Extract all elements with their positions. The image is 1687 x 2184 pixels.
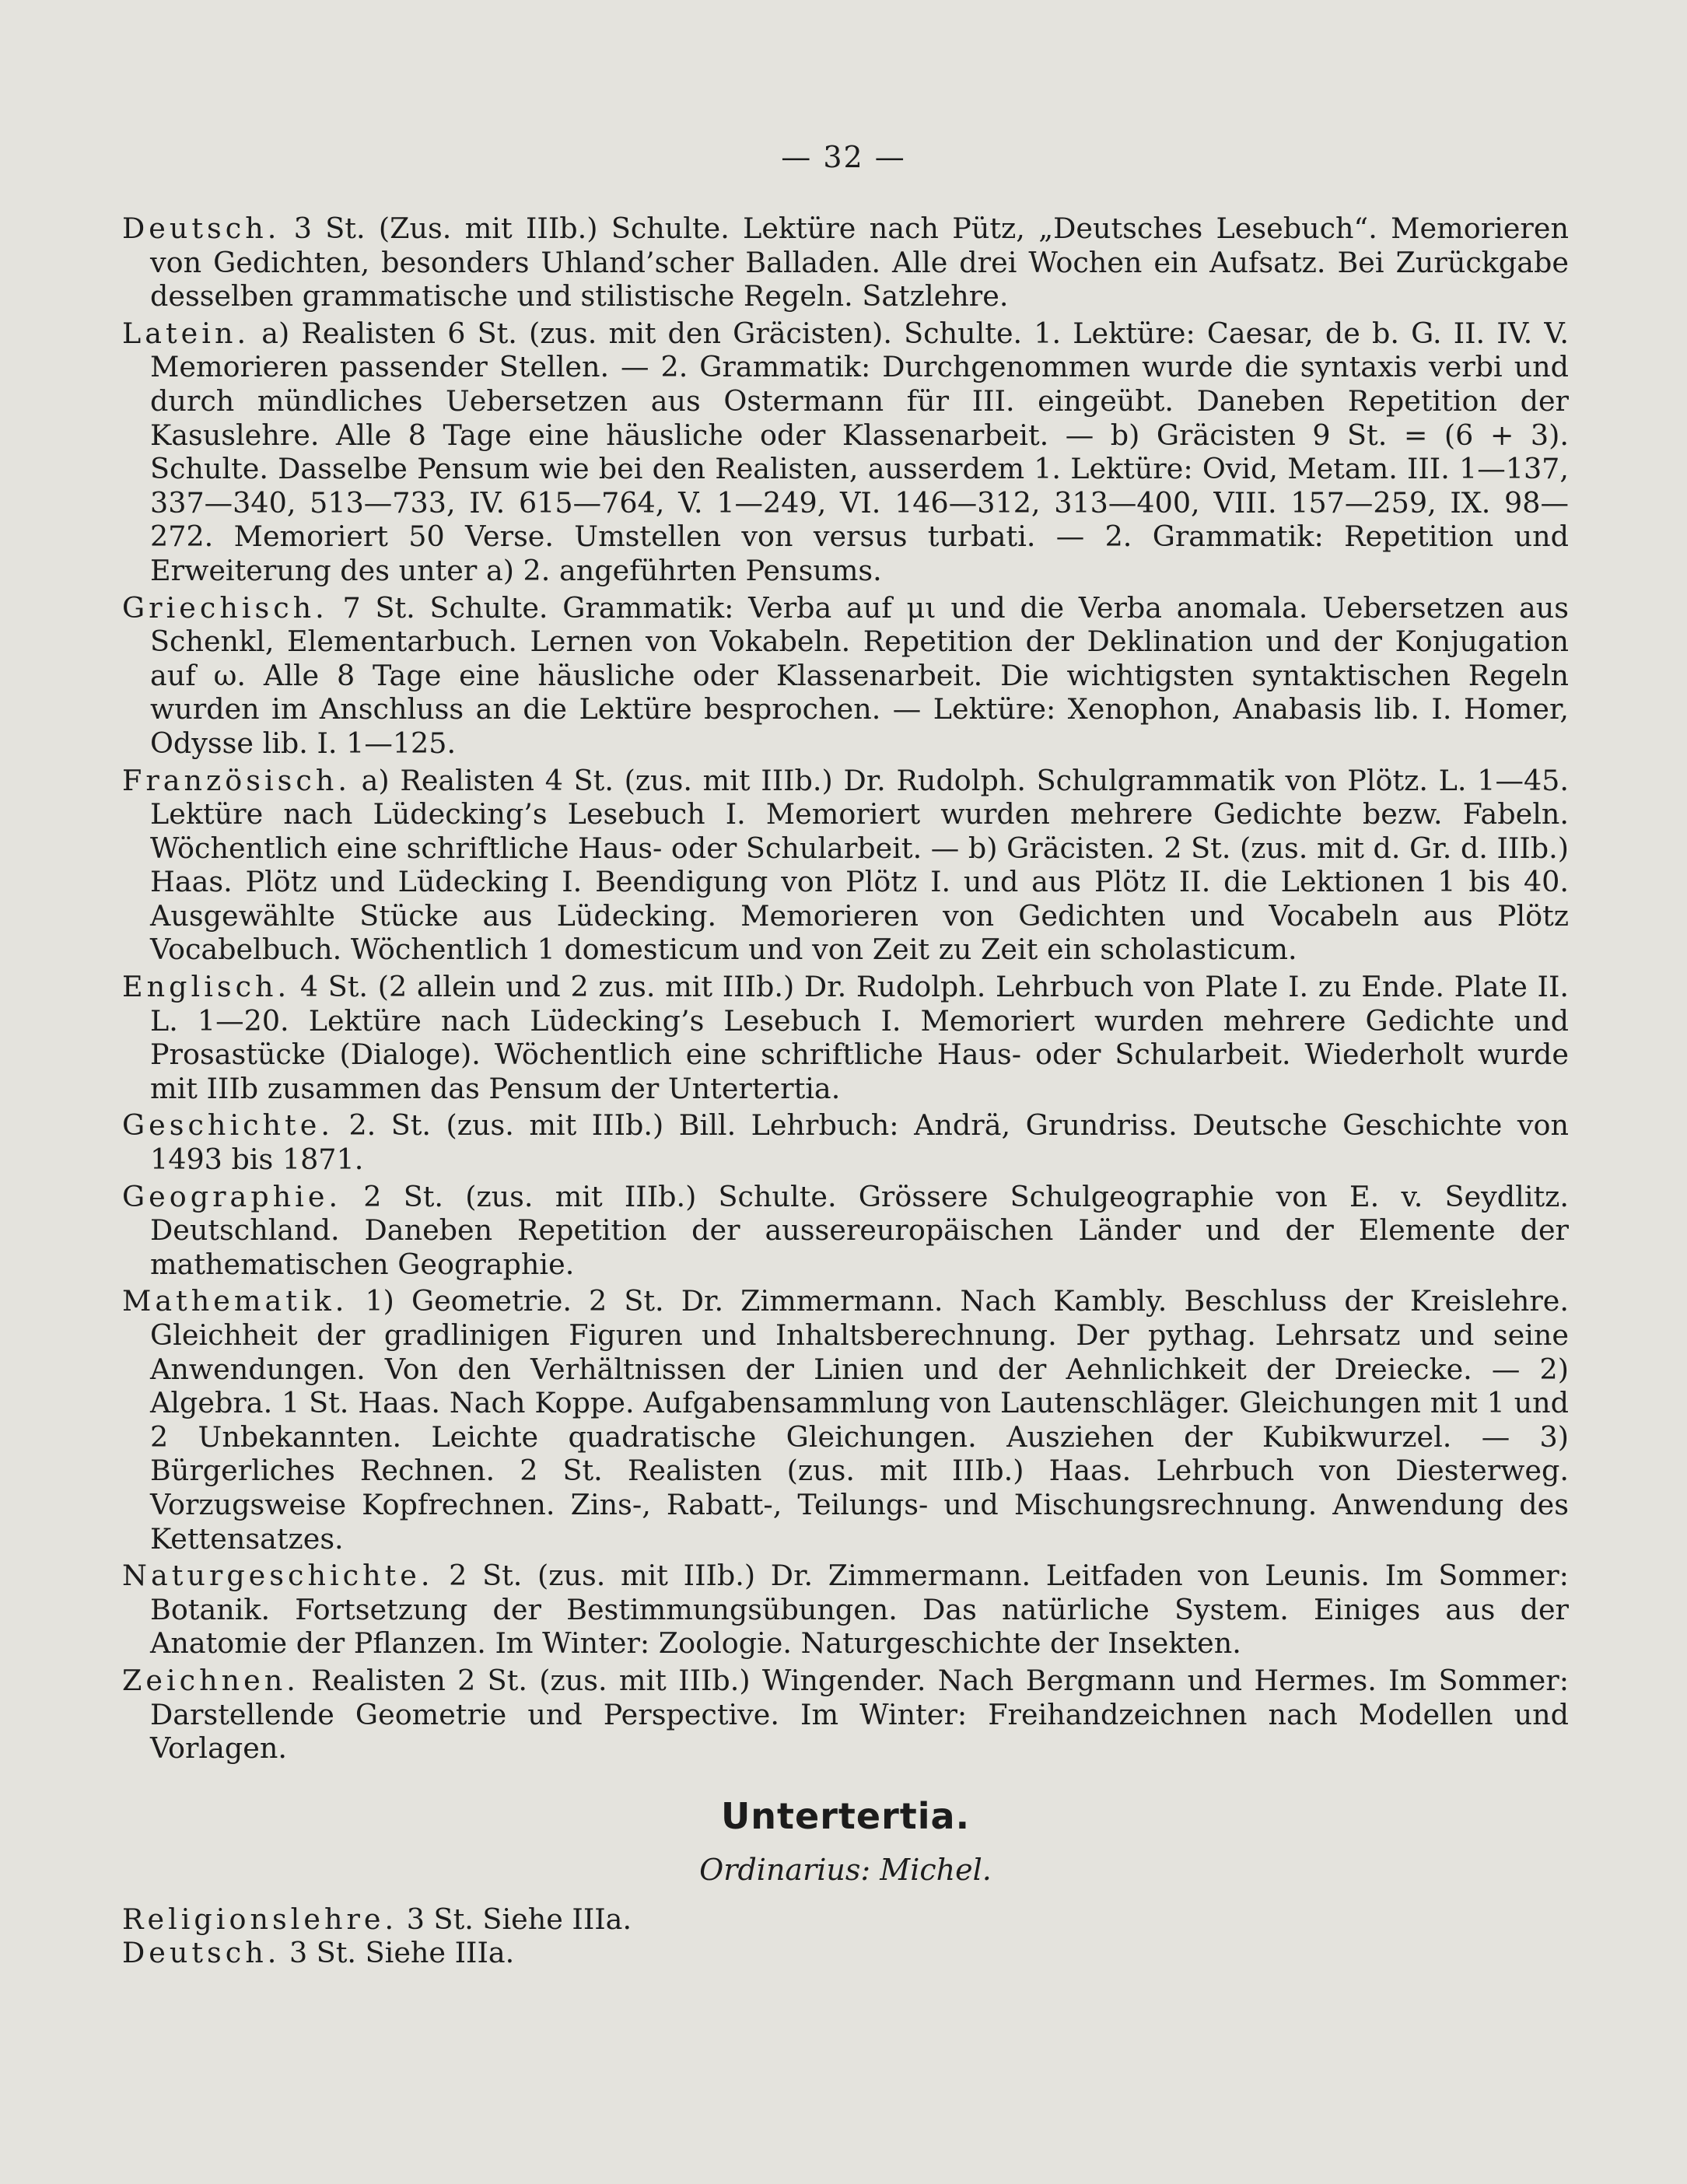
entry-geschichte (122, 1108, 1569, 1176)
subject-heading: Geographie. (122, 1179, 342, 1213)
subject-heading: Englisch. (122, 970, 291, 1004)
entry-text: Realisten 2 St. (zus. mit IIIb.) Wingender. Nach Bergmann und Hermes. Im Sommer: Darstellende Geometrie und Perspective. Im Winter: Freihandzeichnen nach Modellen und Vorlagen. (150, 1663, 1569, 1766)
subject-heading: Geschichte. (122, 1108, 334, 1143)
ordinarius-label: Ordinarius: (699, 1852, 871, 1887)
ordinarius-name: Michel. (880, 1852, 992, 1887)
subject-heading: Latein. (122, 316, 250, 350)
entry-text: 1) Geometrie. 2 St. Dr. Zimmermann. Nach Kambly. Beschluss der Kreislehre. Gleichheit der gradlinigen Figuren und Inhaltsberechnung. Der pythag. Lehrsatz und seine Anwendungen. Von den Verhältnissen der Linien und der Aehnlichkeit der Dreiecke. — 2) Algebra. 1 St. Haas. Nach Koppe. Aufgabensammlung von Lautenschläger. Gleichungen mit 1 und 2 Unbekannten. Leichte quadratische Gleichungen. Ausziehen der Kubikwurzel. — 3) Bürgerliches Rechnen. 2 St. Realisten (zus. mit IIIb.) Haas. Lehrbuch von Diesterweg. Vorzugsweise Kopfrechnen. Zins-, Rabatt-, Teilungs- und Mischungsrechnung. Anwendung des Kettensatzes. (150, 1284, 1569, 1556)
entry-text: 4 St. (2 allein und 2 zus. mit IIIb.) Dr. Rudolph. Lehrbuch von Plate I. zu Ende. Plate II. L. 1—20. Lektüre nach Lüdecking’s Lesebuch I. Memoriert wurden mehrere Gedichte und Prosastücke (Dialoge). Wöchentlich eine schriftliche Haus- oder Schularbeit. Wiederholt wurde mit IIIb zusammen das Pensum der Untertertia. (150, 970, 1569, 1105)
entry-englisch (122, 970, 1569, 1105)
entry-text: 2 St. (zus. mit IIIb.) Schulte. Grössere Schulgeographie von E. v. Seydlitz. Deutschland. Daneben Repetition der aussereuropäischen Länder und der Elemente der mathematischen Geographie. (150, 1179, 1569, 1281)
entry-zeichnen (122, 1664, 1569, 1766)
entry-mathematik (122, 1284, 1569, 1556)
subject-heading: Deutsch. (122, 1936, 281, 1970)
short-entries (122, 1902, 1569, 1970)
entry-deutsch-untertertia (122, 1936, 1569, 1970)
page-number: — 32 — (781, 140, 906, 174)
entry-geographie (122, 1180, 1569, 1282)
entry-franzoesisch (122, 764, 1569, 968)
page-content (122, 212, 1569, 1970)
entry-deutsch (122, 212, 1569, 313)
entry-text: a) Realisten 4 St. (zus. mit IIIb.) Dr. Rudolph. Schulgrammatik von Plötz. L. 1—45. Lektüre nach Lüdecking’s Lesebuch I. Memoriert wurden mehrere Gedichte bezw. Fabeln. Wöchentlich eine schriftliche Haus- oder Schularbeit. — b) Gräcisten. 2 St. (zus. mit d. Gr. d. IIIb.) Haas. Plötz und Lüdecking I. Beendigung von Plötz I. und aus Plötz II. die Lektionen 1 bis 40. Ausgewählte Stücke aus Lüdecking. Memorieren von Gedichten und Vocabeln aus Plötz Vocabelbuch. Wöchentlich 1 domesticum und von Zeit zu Zeit ein scholasticum. (150, 763, 1569, 967)
entry-text: 3 St. Siehe IIIa. (289, 1936, 515, 1970)
subject-heading: Griechisch. (122, 590, 328, 625)
entry-text: 2. St. (zus. mit IIIb.) Bill. Lehrbuch: Andrä, Grundriss. Deutsche Geschichte von 1493 bis 1871. (150, 1108, 1569, 1177)
entry-latein (122, 317, 1569, 588)
entry-text: 2 St. (zus. mit IIIb.) Dr. Zimmermann. Leitfaden von Leunis. Im Sommer: Botanik. Fortsetzung der Bestimmungsübungen. Das natürliche System. Einiges aus der Anatomie der Pflanzen. Im Winter: Zoologie. Naturgeschichte der Insekten. (150, 1559, 1569, 1661)
entry-griechisch (122, 591, 1569, 761)
entry-religionslehre (122, 1902, 1569, 1937)
subject-heading: Religionslehre. (122, 1902, 398, 1936)
subject-heading: Naturgeschichte. (122, 1559, 434, 1593)
subject-heading: Französisch. (122, 763, 351, 797)
entry-text: a) Realisten 6 St. (zus. mit den Gräcisten). Schulte. 1. Lektüre: Caesar, de b. G. II. IV. V. Memorieren passender Stellen. — 2. Grammatik: Durchgenommen wurde die syntaxis verbi und durch mündliches Uebersetzen aus Ostermann für III. eingeübt. Daneben Repetition der Kasuslehre. Alle 8 Tage eine häusliche oder Klassenarbeit. — b) Gräcisten 9 St. = (6 + 3). Schulte. Dasselbe Pensum wie bei den Realisten, ausserdem 1. Lektüre: Ovid, Metam. III. 1—137, 337—340, 513—733, IV. 615—764, V. 1—249, VI. 146—312, 313—400, VIII. 157—259, IX. 98—272. Memoriert 50 Verse. Umstellen von versus turbati. — 2. Grammatik: Repetition und Erweiterung des unter a) 2. angeführten Pensums. (150, 316, 1569, 587)
subject-heading: Zeichnen. (122, 1663, 299, 1697)
entry-text: 7 St. Schulte. Grammatik: Verba auf μι und die Verba anomala. Uebersetzen aus Schenkl, Elementarbuch. Lernen von Vokabeln. Repetition der Deklination und der Konjugation auf ω. Alle 8 Tage eine häusliche oder Klassenarbeit. Die wichtigsten syntaktischen Regeln wurden im Anschluss an die Lektüre besprochen. — Lektüre: Xenophon, Anabasis lib. I. Homer, Odysse lib. I. 1—125. (150, 590, 1570, 760)
section-title: Untertertia. (720, 1794, 971, 1837)
entry-text: 3 St. Siehe IIIa. (406, 1902, 632, 1936)
ordinarius-line (122, 1851, 1569, 1888)
entry-naturgeschichte (122, 1559, 1569, 1661)
entry-text: 3 St. (Zus. mit IIIb.) Schulte. Lektüre nach Pütz, „Deutsches Lesebuch“. Memorieren von Gedichten, besonders Uhland’scher Balladen. Alle drei Wochen ein Aufsatz. Bei Zurückgabe desselben grammatische und stilistische Regeln. Satzlehre. (150, 212, 1569, 313)
subject-heading: Deutsch. (122, 212, 281, 245)
subject-heading: Mathematik. (122, 1284, 348, 1318)
